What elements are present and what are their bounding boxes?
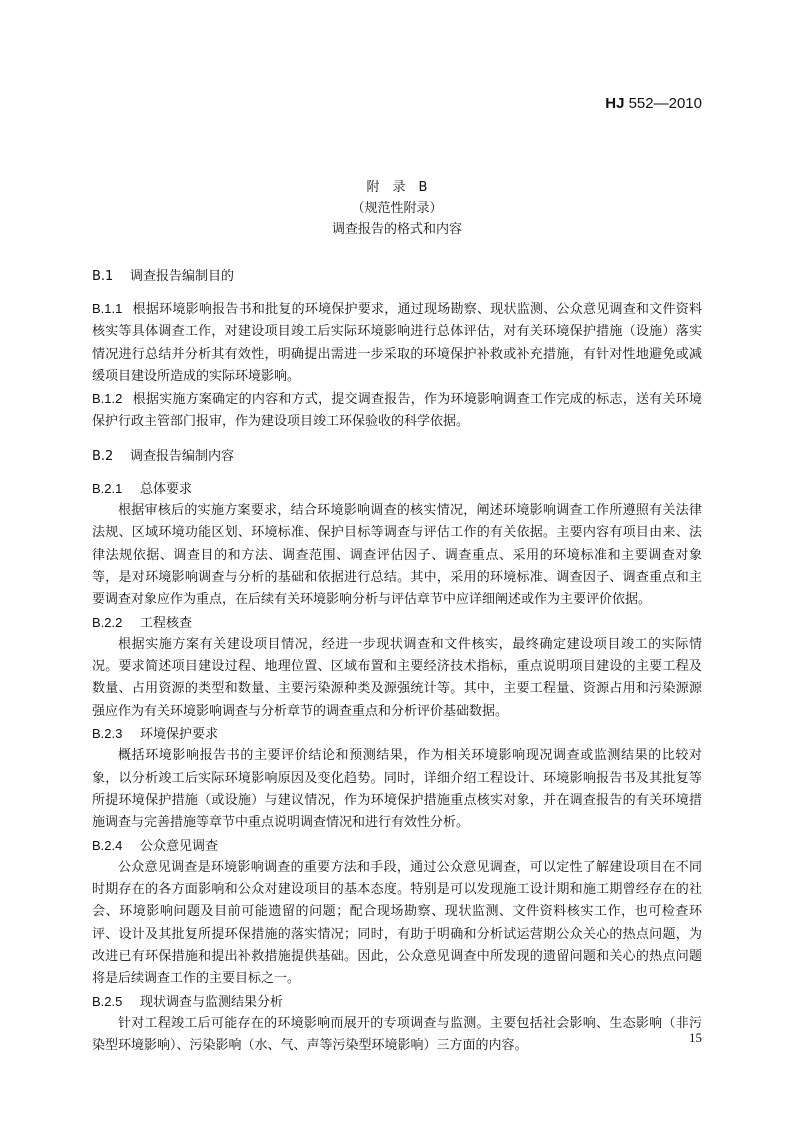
appendix-label: 附 录 B [366,180,428,195]
clause-number: B.1.1 [92,301,123,316]
appendix-nature: （规范性附录） [351,201,443,216]
paragraph-b22: 根据实施方案有关建设项目情况，经进一步现状调查和文件核实，最终确定建设项目竣工的实际情况。要求简述项目建设过程、地理位置、区域布置和主要经济技术指标，重点说明项目建设的主要工程及数量、占用资源的类型和数量、主要污染源种类及源强统计等。其中，主要工程量、资源占用和污染源源强应作为有关环境影响调查与分析章节的调查重点和分析评价基础数据。 [92,636,702,719]
standard-num: 552—2010 [624,95,702,112]
subsection-number: B.2.4 [92,837,123,853]
paragraph-b25: 针对工程竣工后可能存在的环境影响而展开的专项调查与监测。主要包括社会影响、生态影响（非污染型环境影响）、污染影响（水、气、声等污染型环境影响）三方面的内容。 [92,1015,702,1054]
page-number: 15 [689,1030,702,1045]
section-heading-b1 [92,266,702,288]
subsection-number: B.2.3 [92,726,123,742]
section-title: 调查报告编制内容 [130,448,235,464]
clause-b12 [92,388,702,434]
appendix-title: 调查报告的格式和内容 [331,222,462,237]
subsection-heading-b25 [92,991,702,1013]
standard-code: HJ [605,95,625,112]
subsection-title: 总体要求 [140,481,193,497]
subsection-heading-b21 [92,478,702,500]
subsection-title: 现状调查与监测结果分析 [140,994,284,1010]
subsection-heading-b23 [92,723,702,745]
section-heading-b2 [92,446,702,468]
clause-text: 根据环境影响报告书和批复的环境保护要求，通过现场勘察、现状监测、公众意见调查和文件资料核实等具体调查工作，对建设项目竣工后实际环境影响进行总体评估，对有关环境保护措施（设施）落实情况进行总结并分析其有效性，明确提出需进一步采取的环境保护补救或补充措施，有针对性地避免或减缓项目建设所造成的实际环境影响。 [92,302,702,384]
subsection-title: 公众意见调查 [140,838,219,854]
clause-text: 根据实施方案确定的内容和方式，提交调查报告，作为环境影响调查工作完成的标志，送有关环境保护行政主管部门报审，作为建设项目竣工环保验收的科学依据。 [92,392,702,430]
subsection-title: 环境保护要求 [140,727,219,743]
clause-b11 [92,298,702,388]
paragraph-b24: 公众意见调查是环境影响调查的重要方法和手段，通过公众意见调查，可以定性了解建设项目在不同时期存在的各方面影响和公众对建设项目的基本态度。特别是可以发现施工设计期和施工期曾经存在的社会、环境影响问题及目前可能遗留的问题；配合现场勘察、现状监测、文件资料核实工作，也可检查环评、设计及其批复所提环保措施的落实情况；同时，有助于明确和分析试运营期公众关心的热点问题，为改进已有环保措施和提出补救措施提供基础。因此，公众意见调查中所发现的遗留问题和关心的热点问题将是后续调查工作的主要目标之一。 [92,859,702,987]
subsection-heading-b24 [92,835,702,857]
standard-number-header [605,95,702,112]
paragraph-b21: 根据审核后的实施方案要求，结合环境影响调查的核实情况，阐述环境影响调查工作所遵照有关法律法规、区域环境功能区划、环境标准、保护目标等调查与评估工作的有关依据。主要内容有项目由来、法律法规依据、调查目的和方法、调查范围、调查评估因子、调查重点、采用的环境标准和主要调查对象等，是对环境影响调查与分析的基础和依据进行总结。其中，采用的环境标准、调查因子、调查重点和主要调查对象应作为重点，在后续有关环境影响分析与评估章节中应详细阐述或作为主要评价依据。 [92,503,702,608]
paragraph-b23: 概括环境影响报告书的主要评价结论和预测结果，作为相关环境影响现况调查或监测结果的比较对象，以分析竣工后实际环境影响原因及变化趋势。同时，详细介绍工程设计、环境影响报告书及其批复等所提环境保护措施（或设施）与建议情况，作为环境保护措施重点核实对象，并在调查报告的有关环境措施调查与完善措施等章节中重点说明调查情况和进行有效性分析。 [92,748,702,831]
subsection-number: B.2.5 [92,993,123,1009]
appendix-title-block [0,177,794,240]
clause-number: B.1.2 [92,391,123,407]
section-title: 调查报告编制目的 [130,269,235,284]
section-number: B.2 [92,448,114,464]
subsection-title: 工程核查 [140,615,193,631]
subsection-number: B.2.1 [92,480,123,496]
document-body [92,266,702,1058]
section-number: B.1 [92,269,114,284]
subsection-number: B.2.2 [92,614,123,630]
subsection-heading-b22 [92,612,702,634]
